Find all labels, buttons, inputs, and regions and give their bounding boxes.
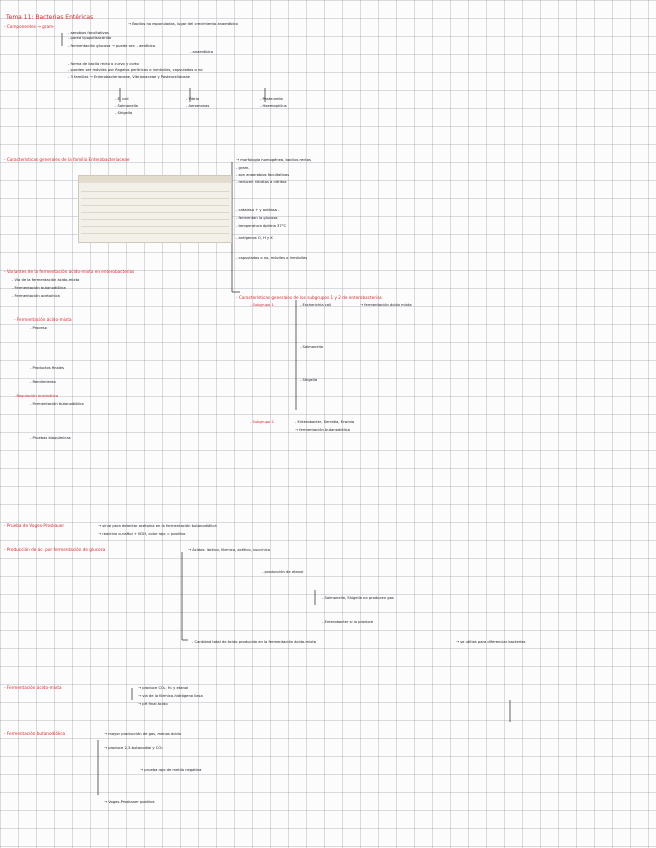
note: → vía de la fórmico-hidrógeno liasa	[138, 694, 203, 698]
note: → morfología homogénea, bacilos rectos	[236, 158, 311, 162]
note: - Fermentación butanodiólica	[30, 402, 84, 406]
note: - Haemophilus	[260, 104, 287, 108]
note: - Pasteurella	[260, 97, 283, 101]
acetoin-label: - Fermentación ácido-mixta	[4, 685, 62, 690]
note: → Ácidos: láctico, fórmico, acético, succínico	[188, 548, 270, 552]
note: → Bacilos no esporulados, lugar del crecimiento anaeróbico	[128, 22, 238, 26]
note: - Vibrio	[186, 97, 200, 101]
note: → produce CO₂, H₂ y etanol	[138, 686, 189, 690]
note: - Enterobacter si lo produce	[322, 620, 374, 624]
note: → reactivo α-naftol + KOH, color rojo = positivo	[98, 532, 186, 536]
general-label: - Características generales de la familia Enterobacteriaceae	[4, 157, 130, 162]
note: - Escherichia coli	[300, 303, 332, 307]
note: - Fermentación acetoínica	[12, 294, 60, 298]
note: - Pruebas bioquímicas	[30, 436, 71, 440]
note: - fermentación glucosa → puede ser: - aeróbica	[68, 44, 155, 48]
vp-label: - Prueba de Voges-Proskauer	[4, 523, 65, 528]
note: - Salmonella	[300, 345, 323, 349]
note: → pH final ácido	[138, 702, 168, 706]
note: - 3 familias → Enterobacteriaceae, Vibrionaceae y Pasteurellaceae	[68, 75, 190, 79]
production-label: - Producción de ác. por fermentación de glucosa	[4, 547, 106, 552]
note: → produce 2,3-butanodiol y CO₂	[104, 746, 163, 750]
note: - aerobios facultativos	[68, 31, 109, 35]
note: - pueden ser móviles por flagelos perítricos o inmóviles, capsulados o no	[68, 68, 203, 72]
note: - Cantidad total de ácido producido en la fermentación ácido-mixta	[192, 640, 317, 644]
subgroups-label: - Características generales de los subgrupos 1 y 2 de enterobacterias	[236, 295, 382, 300]
note: - Regulación enzimática	[14, 394, 59, 398]
note: → fermentación butanodiólica	[295, 428, 350, 432]
note: - antígenos O, H y K	[236, 236, 273, 240]
note: - Shigella	[300, 378, 318, 382]
note: → prueba rojo de metilo negativa	[140, 768, 202, 772]
note: - Shigella	[115, 111, 133, 115]
note: - Subgrupo 1	[250, 303, 274, 307]
note: - fermentan la glucosa	[236, 216, 278, 220]
note: - Aeromonas	[186, 104, 210, 108]
note: - Fermentación butanodiólica	[12, 286, 66, 290]
note: → fermentación ácido mixta	[360, 303, 412, 307]
note: - Subgrupo 2	[250, 420, 274, 424]
note: - gram-	[236, 166, 250, 170]
page-title: Tema 11: Bacterias Entéricas	[6, 14, 94, 21]
note: - Salmonella	[115, 104, 138, 108]
note: → se utiliza para diferenciar bacterias	[456, 640, 526, 644]
note: - Proceso	[30, 326, 47, 330]
butanediol-label: - Fermentación butanodiólica	[4, 731, 66, 736]
note: - Salmonella, Shigella no producen gas	[322, 596, 394, 600]
note: - forma de bacilo recto o curvo y corto	[68, 62, 139, 66]
note: - Rendimiento	[30, 380, 56, 384]
components-label: - Componentes → gram-	[4, 24, 55, 29]
note: - E. coli	[115, 97, 129, 101]
note: - Enterobacter, Serratia, Erwinia	[295, 420, 355, 424]
pathways-label: - Variantes de la fermentación ácido-mixta en enterobacterias	[4, 269, 135, 274]
note: - reducen nitratos a nitritos	[236, 180, 287, 184]
note: - capsulados o no, móviles o inmóviles	[236, 256, 308, 260]
note: - Vía de la fermentación ácido-mixta	[12, 278, 80, 282]
note: → sirve para detectar acetoína en la fermentación butanodiólica	[98, 524, 217, 528]
note: - catalasa + y oxidasa -	[236, 208, 280, 212]
note: - pared lipopolisacárido	[68, 36, 112, 40]
mixed-label: - Fermentación ácido-mixta	[14, 317, 72, 322]
note: → Voges-Proskauer positiva	[104, 800, 155, 804]
embedded-table-image	[78, 175, 232, 243]
note: - anaeróbica	[190, 50, 213, 54]
note: - son anaerobios facultativos	[236, 173, 290, 177]
note: - producción de etanol	[262, 570, 304, 574]
note: - Productos finales	[30, 366, 64, 370]
note: - temperatura óptima 37°C	[236, 224, 287, 228]
note: → mayor producción de gas, menos ácido	[104, 732, 181, 736]
